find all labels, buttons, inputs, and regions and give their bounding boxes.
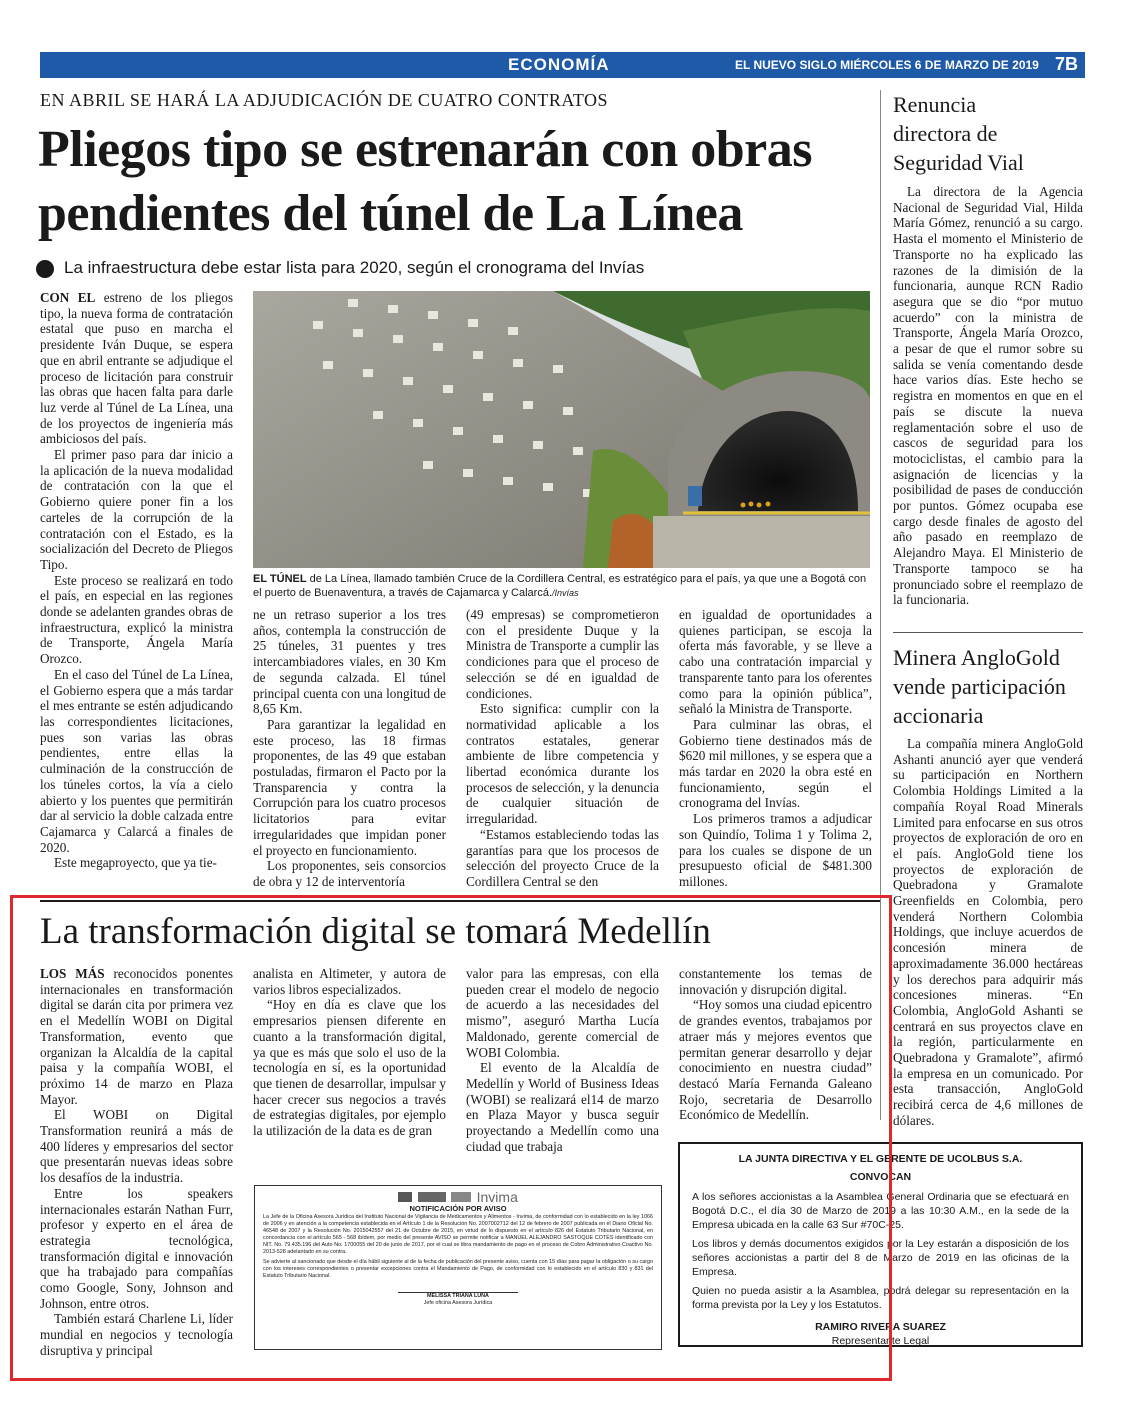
main-story-column-4 — [679, 607, 872, 890]
paragraph: ne un retraso superior a los tres años, contempla la construcción de 25 túneles, 31 puentes y tres intercambiadores viales, en 30 Km de segunda calzada. El túnel principal cuenta con una longitud de 8,65 Km. — [253, 607, 446, 717]
headline-line-2: pendientes del túnel de La Línea — [38, 185, 743, 242]
headline-line: Seguridad Vial — [893, 150, 1024, 175]
notice-paragraph: Los libros y demás documentos exigidos por la Ley estarán a disposición de los señores accionistas a partir del 8 de Marzo de 2019 en las oficinas de la Empresa. — [692, 1238, 1069, 1278]
notice-body: Se advierte al sancionado que desde el día hábil siguiente al de la fecha de publicación del presente aviso, cuenta con 15 días para pagar la obligación o su cargo con los intereses correspondientes o presentar excepciones contra el Mandamiento de Pago, de conformidad con lo establecido en el artículo 830 y 831 del Estatuto Tributario Nacional. — [263, 1259, 653, 1279]
paragraph: Para garantizar la legalidad en este proceso, las 18 firmas proponentes, de las 49 que estaban postuladas, firmaron el Pacto por la Transparencia y contra la Corrupción para los cuatro procesos licitatorios para evitar irregularidades que impidan poner el proyecto en funcionamiento. — [253, 716, 446, 858]
notice-paragraph: Quien no pueda asistir a la Asamblea, podrá delegar su representación en la forma prevista por la Ley y los Estatutos. — [692, 1285, 1069, 1311]
highlight-box — [10, 895, 892, 1381]
signer-title: Jefe oficina Asesora Jurídica — [423, 1300, 493, 1306]
headline-line: directora de — [893, 121, 998, 146]
headline-line: vende participación — [893, 674, 1066, 699]
main-story-column-3 — [466, 607, 659, 890]
main-story-column-2 — [253, 607, 446, 890]
sidebar-story-2-body — [893, 736, 1083, 1129]
paragraph: Esto significa: cumplir con la normatividad aplicable a los contratos estatales, generar ambiente de libre competencia y libertad económica durante los procesos de selección, y la denuncia de cualquier situación de irregularidad. — [466, 701, 659, 827]
paragraph: Los proponentes, seis consorcios de obra y 12 de interventoría — [253, 858, 446, 889]
section-name: ECONOMÍA — [508, 55, 610, 74]
signer-name: RAMIRO RIVERA SUAREZ — [815, 1321, 946, 1333]
notice-body: La Jefe de la Oficina Asesora Jurídica del Instituto Nacional de Vigilancia de Medicamentos y Alimentos - Invima, de conformidad con lo establecido en la ley 1066 de 2006 y en atención a la competencia establecida en el Artículo 1 de la Resolución No. 2007002712 del 12 de febrero de 2007 publicada en el Diario Oficial No. 46548 de 2007 y la Resolución No. 2015042557 del 21 de Octubre de 2015, en virtud de lo dispuesto en el artículo 826 del Estatuto Tributario Nacional, en concordancia con el artículo 565 - 568 ibídem, por medio del presente AVISO se permite notificar a MANUEL ALEJANDRO SASTOQUE COTES identificado con NIT. No. 79.435.196 del Auto No. 1700055 del 20 de junio de 2017, por el cual se libra mandamiento de pago en el proceso de Cobro Administrativo Coactivo No. 2013-528 adelantado en su contra. — [263, 1214, 653, 1255]
notice-title: NOTIFICACIÓN POR AVISO — [409, 1204, 507, 1213]
paragraph: “Hoy en día es clave que los empresarios piensen diferente en cuanto a la transformación digital, ya que es más que solo el uso de la tecnología en sí, es la oportunidad que tienen de desarrollar, impulsar y hacer crecer sus negocios a través de estrategias digitales, por ejemplo la utilización de la data es de gran — [253, 997, 446, 1139]
paragraph: constantemente los temas de innovación y disrupción digital. — [679, 966, 872, 997]
headline-line: Minera AngloGold — [893, 645, 1060, 670]
masthead-date: EL NUEVO SIGLO MIÉRCOLES 6 DE MARZO DE 2019 — [735, 58, 1039, 72]
paragraph: La compañía minera AngloGold Ashanti anunció ayer que venderá su participación en Northern Colombia Holdings Limited a la compañía Royal Road Minerals Limited para enfocarse en sus otros proyectos de exploración de oro en el país. AngloGold tiene los proyectos de exploración de Quebradona y Gramalote Greenfields en Colombia, pero venderá Northern Colombia Holdings, que incluye acuerdos de concesión minera de aproximadamente 36.000 hectáreas y los derechos para adquirir más concesiones mineras. “En Colombia, AngloGold Ashanti se centrará en sus proyectos clave en la región, particularmente en Quebradona y Gramalote”, afirmó la empresa en un comunicado. Por esta transacción, AngloGold recibirá cerca de 4,6 millones de dólares. — [893, 736, 1083, 1128]
signer-name: MELISSA TRIANA LUNA — [427, 1293, 489, 1299]
kicker: EN ABRIL SE HARÁ LA ADJUDICACIÓN DE CUATRO CONTRATOS — [40, 90, 609, 110]
notice-paragraph: A los señores accionistas a la Asamblea General Ordinaria que se efectuará en Bogotá D.C., el día 30 de Marzo de 2019 a las 10:30 A.M., en la sede de la Empresa ubicada en la calle 63 Sur #70C-25. — [692, 1191, 1069, 1231]
paragraph: “Hoy somos una ciudad epicentro de grandes eventos, trabajamos por atraer más y mejores eventos que permitan generar desarrollo y dejar conocimiento en nuestra ciudad” destacó María Fernanda Galeano Rojo, secretaria de Desarrollo Económico de Medellín. — [679, 997, 872, 1123]
paragraph: “Estamos estableciendo todas las garantías para que los procesos de selección del proyecto Cruce de la Cordillera Central se den — [466, 826, 659, 889]
caption-text: de La Línea, llamado también Cruce de la Cordillera Central, es estratégico para el país, ya que une a Bogotá con el puerto de Buenaventura, a través de Cajamarca y Calarcá. — [253, 573, 867, 599]
paragraph: Entre los speakers internacionales estarán Nathan Furr, profesor y experto en el área de estrategia tecnológica, transformación digital e innovación que ha trabajado para compañías como Google, Sony, Johnson and Johnson, entre otros. — [40, 1185, 233, 1311]
paragraph: analista en Altimeter, y autora de varios libros especializados. — [253, 966, 446, 997]
story-summary: La infraestructura debe estar lista para 2020, según el cronograma del Invías — [64, 258, 645, 277]
paragraph: El WOBI on Digital Transformation reunirá a más de 400 líderes y empresarios del sector que presentarán nuevas ideas sobre los desafíos de la industria. — [40, 1107, 233, 1186]
story2-headline: La transformación digital se tomará Medellín — [40, 911, 711, 952]
paragraph: Este proceso se realizará en todo el país, en especial en las regiones donde se adelanten grandes obras de infraestructura, explicó la ministra de Transporte, Ángela María Orozco. — [40, 572, 233, 667]
sidebar-story-2-headline — [893, 643, 1083, 730]
tunnel-photo — [253, 291, 870, 568]
paragraph: El primer paso para dar inicio a la aplicación de la nueva modalidad de contratación con la que el Gobierno quiere poner fin a los carteles de la corrupción de la contratación con el Estado, es la socialización del Decreto de Pliegos Tipo. — [40, 447, 233, 572]
sidebar-story-1-headline — [893, 90, 1083, 177]
notice-subheading: CONVOCAN — [849, 1171, 912, 1183]
photo-caption — [253, 572, 870, 600]
notice-heading: LA JUNTA DIRECTIVA Y EL GERENTE DE UCOLBUS S.A. — [738, 1153, 1023, 1165]
paragraph: reconocidos ponentes internacionales en transformación digital se darán cita por primera vez en el Medellín WOBI on Digital Transformation, evento que organizan la Alcaldía de la capital paisa y la compañía WOBI, el próximo 14 de marzo en Plaza Mayor. — [40, 966, 233, 1107]
paragraph: (49 empresas) se comprometieron con el presidente Duque y la Ministra de Transporte a cumplir las condiciones para que el proceso de selección se dé en igualdad de condiciones. — [466, 607, 659, 701]
paragraph: valor para las empresas, con ella pueden crear el modelo de negocio de acuerdo a las necesidades del mismo”, aseguró Martha Lucía Maldonado, gerente comercial de WOBI Colombia. — [466, 966, 659, 1060]
headline-line-1: Pliegos tipo se estrenarán con obras — [38, 121, 812, 178]
photo-credit: /Invías — [552, 588, 579, 598]
main-headline — [38, 118, 878, 246]
sidebar-story-1-body — [893, 184, 1083, 608]
main-story-column-1 — [40, 290, 233, 871]
paragraph: Este megaproyecto, que ya tie- — [54, 855, 217, 871]
page-number: 7B — [1055, 54, 1079, 74]
paragraph: También estará Charlene Li, líder mundial en negocios y tecnología disruptiva y principal — [40, 1311, 233, 1358]
paragraph: en igualdad de oportunidades a quienes participan, se escoja la oferta más favorable, y se lleve a cabo una contratación imparcial y transparente tanto para los oferentes como para la opinión pública”, señaló la Ministra de Transporte. — [679, 607, 872, 717]
headline-line: Renuncia — [893, 92, 977, 117]
paragraph: La directora de la Agencia Nacional de Seguridad Vial, Hilda María Gómez, renunció a su cargo. Hasta el momento el Ministerio de Transporte no ha explicado las razones de la dimisión de la funcionaria, aunque RCN Radio asegura que se dio “por mutuo acuerdo” con la ministra de Transporte, Ángela María Orozco, a pesar de que el rumor sobre su salida se venía comentando desde hace varios días. Este hecho se registra en momentos en que en el país se discute la nueva reglamentación sobre el uso de cascos de seguridad para los motociclistas, el cambio para la asignación de licencias y la posibilidad de pases de conducción por puntos. Gómez ocupaba ese cargo desde finales de agosto del año pasado en reemplazo de Alejandro Maya. El Ministerio de Transporte tampoco se ha pronunciado sobre el reemplazo de la funcionaria. — [893, 184, 1083, 608]
bullet-dot-icon — [36, 260, 54, 278]
caption-lead: EL TÚNEL — [253, 573, 307, 585]
paragraph: El evento de la Alcaldía de Medellín y World of Business Ideas (WOBI) se realizará el14 de marzo en Plaza Mayor y busca seguir proyectando a Medellín como una ciudad que trabaja — [466, 1060, 659, 1154]
paragraph: En el caso del Túnel de La Línea, el Gobierno espera que a más tardar el mes entrante se estén adjudicando las correspondientes licitaciones, pues son varias las obras pendientes, entre ellas la culminación de la construcción de los túneles cortos, la vía a cielo abierto y los puentes que permitirán dar al servicio la doble calzada entre Cajamarca y Calarcá a finales de 2020. — [40, 666, 233, 855]
sidebar-divider-line — [893, 632, 1083, 633]
paragraph: estreno de los pliegos tipo, la nueva forma de contratación estatal que puso en marcha el presidente Iván Duque, se espera que en abril entrante se adjudique el proceso de licitación para construir las obras que hacen falta para darle luz verde al Túnel de La Línea, una de los proyectos de ingeniería más ambiciosos del país. — [40, 290, 233, 447]
paragraph: Para culminar las obras, el Gobierno tiene destinados más de $620 mil millones, y se espera que a más tardar en 2020 la obra esté en funcionamiento, según el cronograma del Invías. — [679, 716, 872, 811]
paragraph: Los primeros tramos a adjudicar son Quindío, Tolima 1 y Tolima 2, para los cuales se dispone de un presupuesto oficial de $481.300 millones. — [679, 811, 872, 889]
signer-title: Representante Legal — [831, 1335, 930, 1347]
lead-words: LOS MÁS — [40, 966, 105, 981]
lead-words: CON EL — [40, 290, 96, 305]
headline-line: accionaria — [893, 703, 984, 728]
invima-logo: Invima — [476, 1188, 518, 1205]
